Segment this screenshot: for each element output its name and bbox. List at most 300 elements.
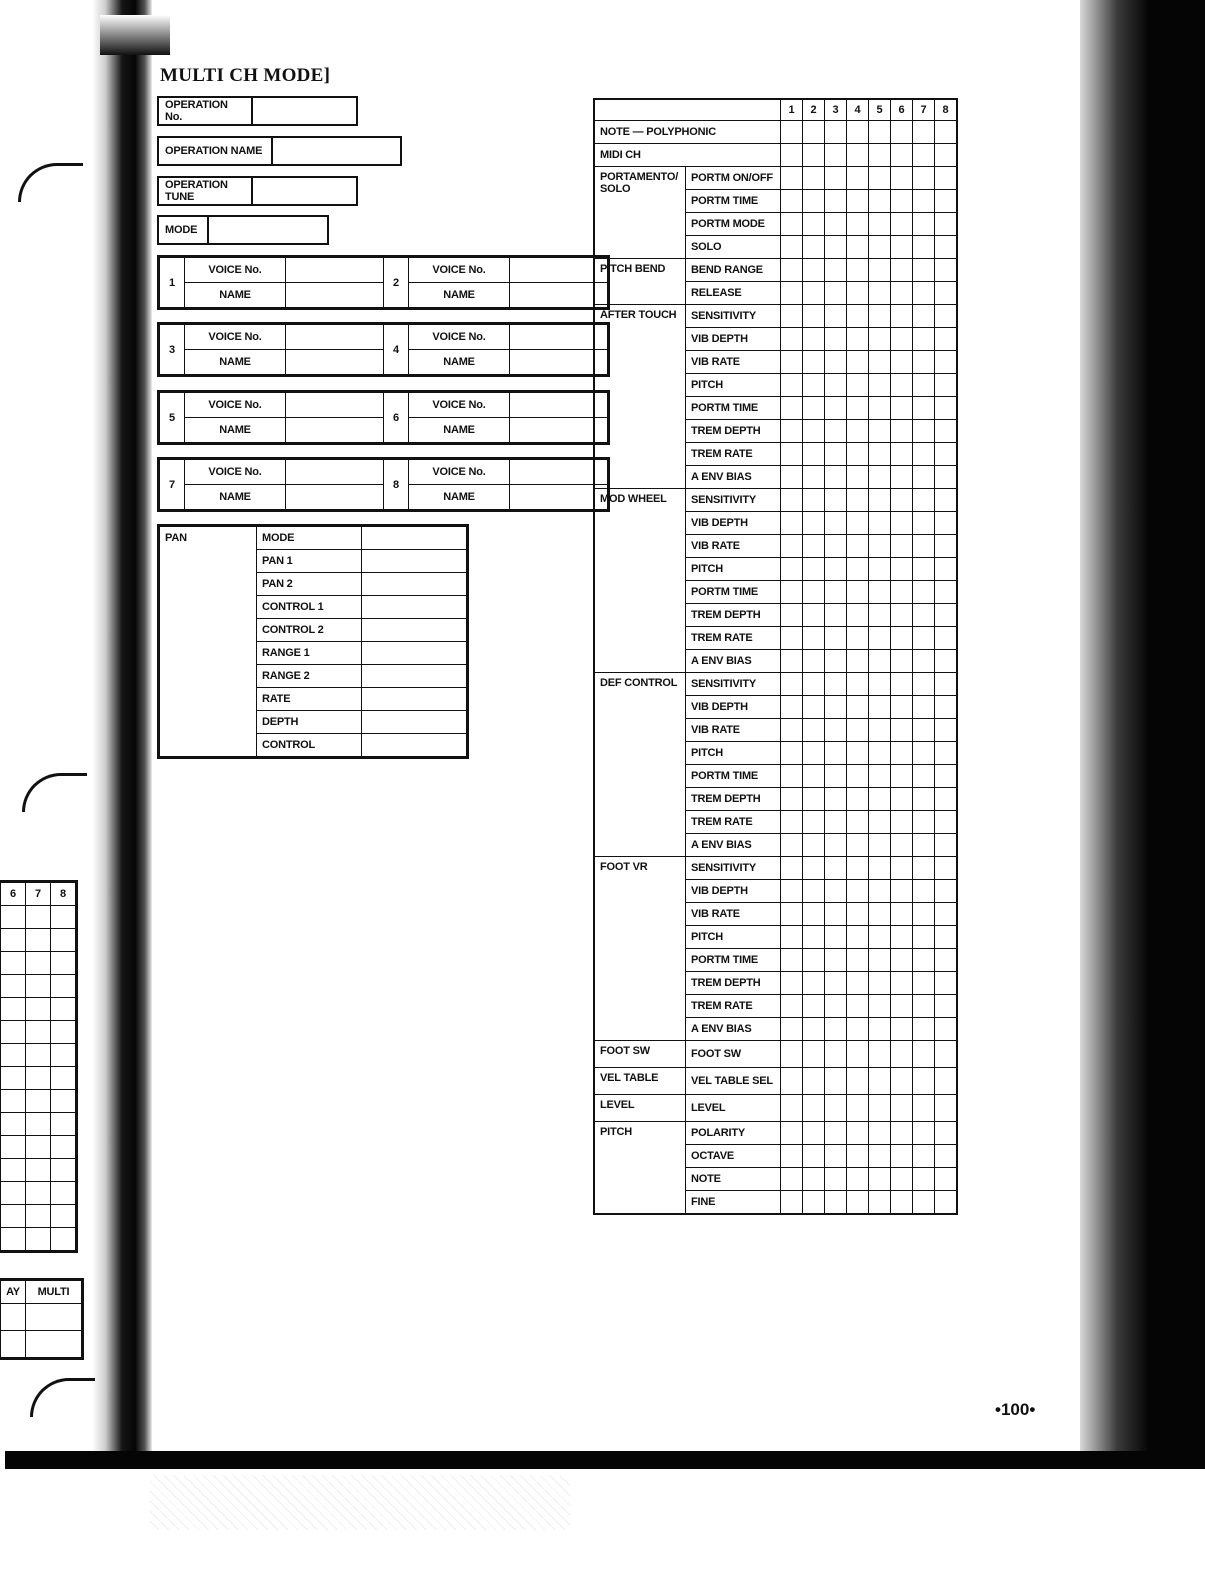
channel-value-cell[interactable] (803, 328, 825, 351)
channel-value-cell[interactable] (825, 305, 847, 328)
channel-value-cell[interactable] (935, 328, 958, 351)
channel-value-cell[interactable] (803, 121, 825, 144)
channel-value-cell[interactable] (913, 696, 935, 719)
facing-cell[interactable] (1, 906, 26, 929)
channel-value-cell[interactable] (847, 673, 869, 696)
channel-value-cell[interactable] (869, 1122, 891, 1145)
channel-value-cell[interactable] (825, 144, 847, 167)
channel-value-cell[interactable] (803, 374, 825, 397)
channel-value-cell[interactable] (825, 903, 847, 926)
channel-value-cell[interactable] (847, 880, 869, 903)
channel-value-cell[interactable] (781, 972, 803, 995)
channel-value-cell[interactable] (803, 673, 825, 696)
facing-cell[interactable] (26, 1021, 51, 1044)
voice-number-cell[interactable] (286, 460, 384, 485)
channel-value-cell[interactable] (869, 650, 891, 673)
channel-value-cell[interactable] (891, 834, 913, 857)
channel-value-cell[interactable] (847, 305, 869, 328)
voice-name-cell[interactable] (286, 283, 384, 308)
facing-cell[interactable] (51, 1205, 76, 1228)
channel-value-cell[interactable] (891, 949, 913, 972)
channel-value-cell[interactable] (869, 512, 891, 535)
channel-value-cell[interactable] (825, 328, 847, 351)
channel-value-cell[interactable] (825, 696, 847, 719)
channel-value-cell[interactable] (913, 1168, 935, 1191)
channel-value-cell[interactable] (891, 558, 913, 581)
channel-value-cell[interactable] (935, 949, 958, 972)
facing-cell[interactable] (51, 1136, 76, 1159)
channel-value-cell[interactable] (935, 167, 958, 190)
channel-value-cell[interactable] (935, 1018, 958, 1041)
voice-number-cell[interactable] (286, 325, 384, 350)
channel-value-cell[interactable] (803, 857, 825, 880)
channel-value-cell[interactable] (891, 259, 913, 282)
channel-value-cell[interactable] (803, 535, 825, 558)
channel-value-cell[interactable] (869, 259, 891, 282)
channel-value-cell[interactable] (935, 604, 958, 627)
channel-value-cell[interactable] (913, 167, 935, 190)
channel-value-cell[interactable] (913, 282, 935, 305)
channel-value-cell[interactable] (891, 1168, 913, 1191)
channel-value-cell[interactable] (803, 1041, 825, 1068)
channel-value-cell[interactable] (935, 995, 958, 1018)
channel-value-cell[interactable] (913, 535, 935, 558)
channel-value-cell[interactable] (935, 696, 958, 719)
channel-value-cell[interactable] (913, 1122, 935, 1145)
channel-value-cell[interactable] (847, 259, 869, 282)
facing-cell[interactable] (26, 906, 51, 929)
facing-cell[interactable] (51, 1159, 76, 1182)
facing-cell[interactable] (26, 1090, 51, 1113)
channel-value-cell[interactable] (781, 489, 803, 512)
channel-value-cell[interactable] (781, 650, 803, 673)
channel-value-cell[interactable] (869, 144, 891, 167)
channel-value-cell[interactable] (781, 903, 803, 926)
pan-value-cell[interactable] (362, 527, 467, 550)
channel-value-cell[interactable] (781, 1095, 803, 1122)
channel-value-cell[interactable] (935, 581, 958, 604)
channel-value-cell[interactable] (803, 765, 825, 788)
channel-value-cell[interactable] (869, 121, 891, 144)
channel-value-cell[interactable] (935, 213, 958, 236)
pan-value-cell[interactable] (362, 665, 467, 688)
channel-value-cell[interactable] (825, 627, 847, 650)
channel-value-cell[interactable] (781, 397, 803, 420)
channel-value-cell[interactable] (825, 857, 847, 880)
channel-value-cell[interactable] (891, 1191, 913, 1215)
channel-value-cell[interactable] (891, 236, 913, 259)
channel-value-cell[interactable] (803, 167, 825, 190)
channel-value-cell[interactable] (825, 811, 847, 834)
channel-value-cell[interactable] (847, 328, 869, 351)
channel-value-cell[interactable] (935, 236, 958, 259)
channel-value-cell[interactable] (825, 512, 847, 535)
facing-cell[interactable] (26, 952, 51, 975)
channel-value-cell[interactable] (781, 190, 803, 213)
channel-value-cell[interactable] (803, 420, 825, 443)
channel-value-cell[interactable] (803, 397, 825, 420)
channel-value-cell[interactable] (781, 788, 803, 811)
channel-value-cell[interactable] (825, 443, 847, 466)
channel-value-cell[interactable] (869, 190, 891, 213)
facing-cell[interactable] (1, 1304, 26, 1331)
channel-value-cell[interactable] (847, 558, 869, 581)
channel-value-cell[interactable] (825, 742, 847, 765)
channel-value-cell[interactable] (913, 1145, 935, 1168)
facing-cell[interactable] (1, 952, 26, 975)
channel-value-cell[interactable] (825, 972, 847, 995)
channel-value-cell[interactable] (803, 190, 825, 213)
channel-value-cell[interactable] (891, 627, 913, 650)
channel-value-cell[interactable] (869, 834, 891, 857)
channel-value-cell[interactable] (847, 926, 869, 949)
channel-value-cell[interactable] (891, 443, 913, 466)
channel-value-cell[interactable] (935, 397, 958, 420)
channel-value-cell[interactable] (869, 742, 891, 765)
channel-value-cell[interactable] (803, 259, 825, 282)
channel-value-cell[interactable] (891, 420, 913, 443)
channel-value-cell[interactable] (781, 305, 803, 328)
channel-value-cell[interactable] (803, 213, 825, 236)
facing-cell[interactable] (1, 929, 26, 952)
channel-value-cell[interactable] (803, 443, 825, 466)
facing-cell[interactable] (51, 1044, 76, 1067)
channel-value-cell[interactable] (913, 880, 935, 903)
channel-value-cell[interactable] (869, 719, 891, 742)
channel-value-cell[interactable] (869, 604, 891, 627)
channel-value-cell[interactable] (913, 351, 935, 374)
channel-value-cell[interactable] (913, 1095, 935, 1122)
channel-value-cell[interactable] (825, 213, 847, 236)
channel-value-cell[interactable] (869, 466, 891, 489)
channel-value-cell[interactable] (847, 1095, 869, 1122)
channel-value-cell[interactable] (913, 190, 935, 213)
channel-value-cell[interactable] (803, 1122, 825, 1145)
channel-value-cell[interactable] (803, 604, 825, 627)
channel-value-cell[interactable] (825, 259, 847, 282)
channel-value-cell[interactable] (913, 903, 935, 926)
channel-value-cell[interactable] (891, 535, 913, 558)
channel-value-cell[interactable] (935, 857, 958, 880)
channel-value-cell[interactable] (913, 489, 935, 512)
channel-value-cell[interactable] (891, 1095, 913, 1122)
facing-cell[interactable] (26, 1182, 51, 1205)
channel-value-cell[interactable] (913, 1018, 935, 1041)
channel-value-cell[interactable] (869, 581, 891, 604)
channel-value-cell[interactable] (935, 1095, 958, 1122)
channel-value-cell[interactable] (869, 397, 891, 420)
channel-value-cell[interactable] (847, 1018, 869, 1041)
channel-value-cell[interactable] (847, 696, 869, 719)
channel-value-cell[interactable] (825, 466, 847, 489)
channel-value-cell[interactable] (913, 443, 935, 466)
channel-value-cell[interactable] (803, 880, 825, 903)
channel-value-cell[interactable] (869, 696, 891, 719)
channel-value-cell[interactable] (847, 374, 869, 397)
channel-value-cell[interactable] (781, 1122, 803, 1145)
channel-value-cell[interactable] (825, 1068, 847, 1095)
channel-value-cell[interactable] (803, 696, 825, 719)
channel-value-cell[interactable] (781, 581, 803, 604)
channel-value-cell[interactable] (825, 190, 847, 213)
channel-value-cell[interactable] (891, 1122, 913, 1145)
channel-value-cell[interactable] (913, 742, 935, 765)
channel-value-cell[interactable] (935, 903, 958, 926)
channel-value-cell[interactable] (869, 627, 891, 650)
channel-value-cell[interactable] (803, 742, 825, 765)
channel-value-cell[interactable] (803, 995, 825, 1018)
facing-cell[interactable] (51, 1021, 76, 1044)
facing-cell[interactable] (51, 1182, 76, 1205)
channel-value-cell[interactable] (781, 1068, 803, 1095)
channel-value-cell[interactable] (935, 305, 958, 328)
channel-value-cell[interactable] (781, 742, 803, 765)
channel-value-cell[interactable] (803, 466, 825, 489)
channel-value-cell[interactable] (891, 397, 913, 420)
channel-value-cell[interactable] (891, 489, 913, 512)
channel-value-cell[interactable] (891, 1041, 913, 1068)
facing-cell[interactable] (1, 998, 26, 1021)
channel-value-cell[interactable] (869, 558, 891, 581)
channel-value-cell[interactable] (781, 926, 803, 949)
channel-value-cell[interactable] (847, 949, 869, 972)
channel-value-cell[interactable] (913, 1068, 935, 1095)
channel-value-cell[interactable] (935, 1122, 958, 1145)
channel-value-cell[interactable] (781, 374, 803, 397)
channel-value-cell[interactable] (935, 972, 958, 995)
channel-value-cell[interactable] (825, 650, 847, 673)
channel-value-cell[interactable] (935, 1145, 958, 1168)
channel-value-cell[interactable] (891, 926, 913, 949)
channel-value-cell[interactable] (913, 328, 935, 351)
channel-value-cell[interactable] (935, 144, 958, 167)
channel-value-cell[interactable] (891, 213, 913, 236)
channel-value-cell[interactable] (781, 995, 803, 1018)
channel-value-cell[interactable] (847, 1122, 869, 1145)
channel-value-cell[interactable] (825, 719, 847, 742)
channel-value-cell[interactable] (869, 167, 891, 190)
channel-value-cell[interactable] (781, 880, 803, 903)
channel-value-cell[interactable] (825, 949, 847, 972)
facing-cell[interactable] (26, 1113, 51, 1136)
facing-cell[interactable] (1, 975, 26, 998)
channel-value-cell[interactable] (935, 558, 958, 581)
channel-value-cell[interactable] (891, 282, 913, 305)
channel-value-cell[interactable] (825, 420, 847, 443)
channel-value-cell[interactable] (869, 374, 891, 397)
channel-value-cell[interactable] (825, 1018, 847, 1041)
channel-value-cell[interactable] (781, 328, 803, 351)
channel-value-cell[interactable] (803, 1145, 825, 1168)
facing-cell[interactable] (26, 1205, 51, 1228)
channel-value-cell[interactable] (847, 1068, 869, 1095)
facing-cell[interactable] (26, 1044, 51, 1067)
channel-value-cell[interactable] (891, 1018, 913, 1041)
channel-value-cell[interactable] (913, 236, 935, 259)
channel-value-cell[interactable] (869, 282, 891, 305)
channel-value-cell[interactable] (935, 259, 958, 282)
channel-value-cell[interactable] (935, 351, 958, 374)
channel-value-cell[interactable] (847, 765, 869, 788)
channel-value-cell[interactable] (847, 604, 869, 627)
channel-value-cell[interactable] (803, 719, 825, 742)
channel-value-cell[interactable] (825, 282, 847, 305)
channel-value-cell[interactable] (825, 926, 847, 949)
channel-value-cell[interactable] (803, 144, 825, 167)
channel-value-cell[interactable] (869, 351, 891, 374)
channel-value-cell[interactable] (803, 1191, 825, 1215)
channel-value-cell[interactable] (935, 1168, 958, 1191)
channel-value-cell[interactable] (781, 834, 803, 857)
channel-value-cell[interactable] (781, 259, 803, 282)
channel-value-cell[interactable] (803, 489, 825, 512)
channel-value-cell[interactable] (913, 305, 935, 328)
channel-value-cell[interactable] (847, 650, 869, 673)
channel-value-cell[interactable] (781, 696, 803, 719)
facing-cell[interactable] (1, 1044, 26, 1067)
channel-value-cell[interactable] (891, 650, 913, 673)
channel-value-cell[interactable] (935, 282, 958, 305)
operation-number-field[interactable] (157, 96, 358, 126)
channel-value-cell[interactable] (935, 443, 958, 466)
channel-value-cell[interactable] (825, 374, 847, 397)
channel-value-cell[interactable] (913, 765, 935, 788)
channel-value-cell[interactable] (803, 1168, 825, 1191)
channel-value-cell[interactable] (913, 650, 935, 673)
channel-value-cell[interactable] (913, 926, 935, 949)
facing-cell[interactable] (1, 1205, 26, 1228)
channel-value-cell[interactable] (825, 351, 847, 374)
channel-value-cell[interactable] (913, 397, 935, 420)
channel-value-cell[interactable] (847, 903, 869, 926)
voice-number-cell[interactable] (286, 258, 384, 283)
channel-value-cell[interactable] (803, 650, 825, 673)
channel-value-cell[interactable] (869, 811, 891, 834)
channel-value-cell[interactable] (781, 236, 803, 259)
channel-value-cell[interactable] (913, 466, 935, 489)
channel-value-cell[interactable] (781, 765, 803, 788)
channel-value-cell[interactable] (913, 949, 935, 972)
facing-cell[interactable] (1, 1067, 26, 1090)
channel-value-cell[interactable] (891, 719, 913, 742)
channel-value-cell[interactable] (825, 1122, 847, 1145)
channel-value-cell[interactable] (913, 121, 935, 144)
facing-cell[interactable] (51, 1113, 76, 1136)
channel-value-cell[interactable] (847, 627, 869, 650)
facing-cell[interactable] (51, 1067, 76, 1090)
facing-cell[interactable] (51, 998, 76, 1021)
facing-cell[interactable] (26, 1136, 51, 1159)
facing-cell[interactable] (26, 1228, 51, 1251)
voice-number-cell[interactable] (286, 393, 384, 418)
facing-cell[interactable] (51, 1228, 76, 1251)
channel-value-cell[interactable] (847, 788, 869, 811)
facing-cell[interactable] (26, 1331, 82, 1358)
channel-value-cell[interactable] (891, 512, 913, 535)
pan-value-cell[interactable] (362, 596, 467, 619)
channel-value-cell[interactable] (847, 466, 869, 489)
channel-value-cell[interactable] (781, 949, 803, 972)
channel-value-cell[interactable] (869, 903, 891, 926)
channel-value-cell[interactable] (913, 213, 935, 236)
facing-cell[interactable] (1, 1021, 26, 1044)
channel-value-cell[interactable] (825, 489, 847, 512)
channel-value-cell[interactable] (869, 1191, 891, 1215)
channel-value-cell[interactable] (935, 190, 958, 213)
channel-value-cell[interactable] (891, 811, 913, 834)
channel-value-cell[interactable] (847, 236, 869, 259)
channel-value-cell[interactable] (803, 788, 825, 811)
channel-value-cell[interactable] (847, 213, 869, 236)
facing-cell[interactable] (51, 952, 76, 975)
channel-value-cell[interactable] (847, 190, 869, 213)
channel-value-cell[interactable] (781, 719, 803, 742)
channel-value-cell[interactable] (891, 788, 913, 811)
channel-value-cell[interactable] (781, 512, 803, 535)
voice-name-cell[interactable] (286, 418, 384, 443)
channel-value-cell[interactable] (913, 673, 935, 696)
channel-value-cell[interactable] (847, 857, 869, 880)
channel-value-cell[interactable] (869, 788, 891, 811)
facing-cell[interactable] (51, 975, 76, 998)
channel-value-cell[interactable] (825, 1191, 847, 1215)
facing-cell[interactable] (1, 1228, 26, 1251)
channel-value-cell[interactable] (781, 144, 803, 167)
channel-value-cell[interactable] (847, 742, 869, 765)
channel-value-cell[interactable] (847, 1168, 869, 1191)
channel-value-cell[interactable] (825, 1145, 847, 1168)
channel-value-cell[interactable] (825, 788, 847, 811)
channel-value-cell[interactable] (825, 880, 847, 903)
pan-value-cell[interactable] (362, 550, 467, 573)
channel-value-cell[interactable] (803, 236, 825, 259)
channel-value-cell[interactable] (869, 1041, 891, 1068)
channel-value-cell[interactable] (869, 857, 891, 880)
channel-value-cell[interactable] (803, 305, 825, 328)
channel-value-cell[interactable] (825, 167, 847, 190)
pan-value-cell[interactable] (362, 619, 467, 642)
channel-value-cell[interactable] (869, 673, 891, 696)
channel-value-cell[interactable] (891, 1145, 913, 1168)
channel-value-cell[interactable] (913, 604, 935, 627)
channel-value-cell[interactable] (891, 581, 913, 604)
channel-value-cell[interactable] (825, 604, 847, 627)
pan-value-cell[interactable] (362, 642, 467, 665)
channel-value-cell[interactable] (935, 650, 958, 673)
channel-value-cell[interactable] (781, 282, 803, 305)
channel-value-cell[interactable] (913, 1041, 935, 1068)
facing-cell[interactable] (1, 1331, 26, 1358)
channel-value-cell[interactable] (869, 443, 891, 466)
channel-value-cell[interactable] (869, 880, 891, 903)
channel-value-cell[interactable] (803, 512, 825, 535)
channel-value-cell[interactable] (891, 190, 913, 213)
channel-value-cell[interactable] (891, 466, 913, 489)
channel-value-cell[interactable] (803, 351, 825, 374)
pan-value-cell[interactable] (362, 734, 467, 757)
channel-value-cell[interactable] (869, 489, 891, 512)
channel-value-cell[interactable] (891, 880, 913, 903)
channel-value-cell[interactable] (803, 834, 825, 857)
channel-value-cell[interactable] (803, 903, 825, 926)
channel-value-cell[interactable] (913, 811, 935, 834)
channel-value-cell[interactable] (847, 282, 869, 305)
channel-value-cell[interactable] (781, 811, 803, 834)
channel-value-cell[interactable] (781, 121, 803, 144)
channel-value-cell[interactable] (935, 374, 958, 397)
channel-value-cell[interactable] (913, 834, 935, 857)
channel-value-cell[interactable] (825, 121, 847, 144)
